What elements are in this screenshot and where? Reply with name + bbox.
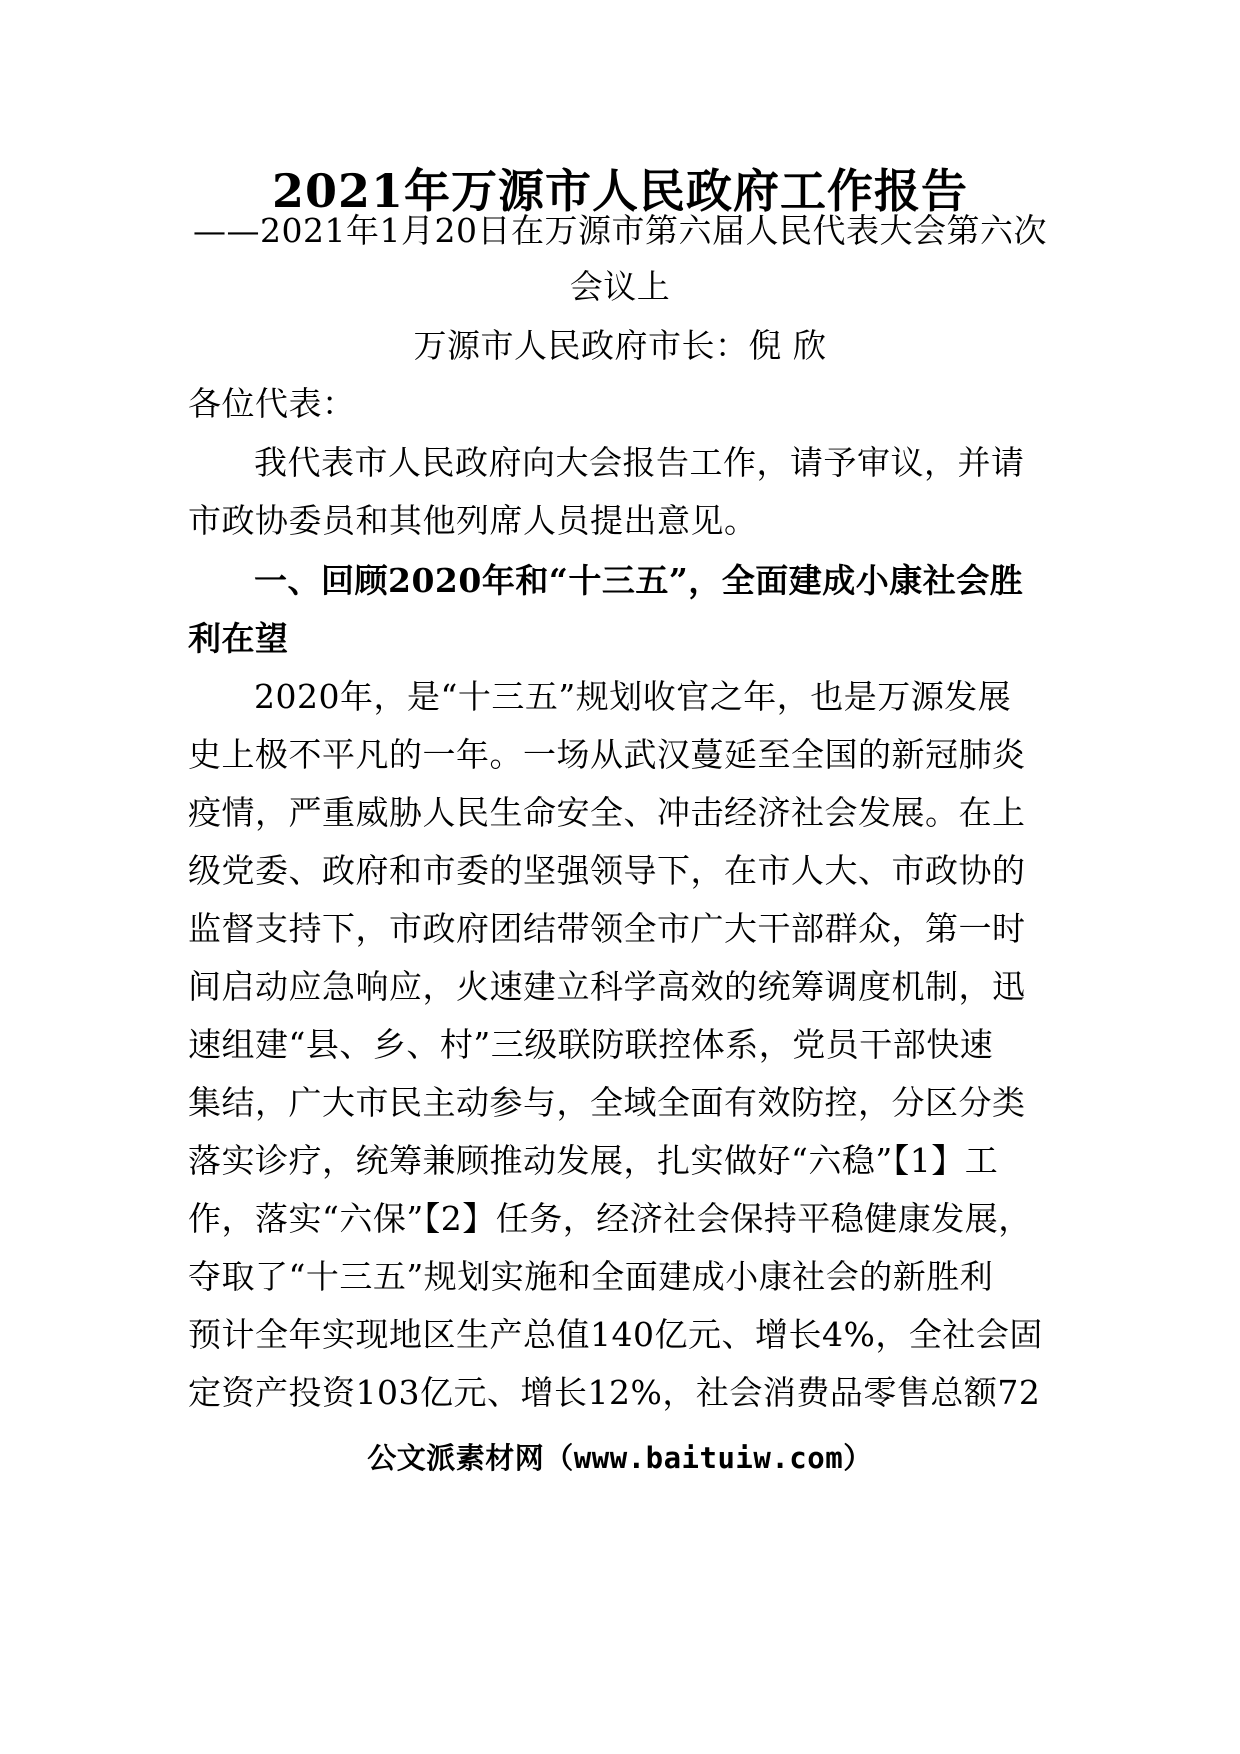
- document-subtitle-line-2: 会议上: [569, 267, 671, 306]
- intro-paragraph-line-2: 市政协委员和其他列席人员提出意见。: [188, 501, 758, 540]
- body-line-8: 集结，广大市民主动参与，全域全面有效防控，分区分类: [188, 1083, 1026, 1122]
- body-line-4: 级党委、政府和市委的坚强领导下，在市人大、市政协的: [188, 851, 1026, 890]
- section-heading-line-1: 一、回顾2020年和“十三五”，全面建成小康社会胜: [254, 561, 1024, 600]
- body-line-3: 疫情，严重威胁人民生命安全、冲击经济社会发展。在上: [188, 793, 1026, 832]
- salutation: 各位代表：: [188, 384, 356, 423]
- footer-source-note: 公文派素材网（www.baituiw.com）: [367, 1441, 873, 1475]
- body-line-9: 落实诊疗，统筹兼顾推动发展，扎实做好“六稳”【1】工: [188, 1141, 999, 1180]
- body-line-5: 监督支持下，市政府团结带领全市广大干部群众，第一时: [188, 909, 1026, 948]
- body-line-2: 史上极不平凡的一年。一场从武汉蔓延至全国的新冠肺炎: [188, 735, 1026, 774]
- body-line-1: 2020年，是“十三五”规划收官之年，也是万源发展: [254, 677, 1012, 716]
- body-line-12: 预计全年实现地区生产总值140亿元、增长4%，全社会固: [188, 1315, 1043, 1354]
- body-line-6: 间启动应急响应，火速建立科学高效的统筹调度机制，迅: [188, 967, 1026, 1006]
- body-line-10: 作，落实“六保”【2】任务，经济社会保持平稳健康发展，: [188, 1199, 1032, 1238]
- intro-paragraph-line-1: 我代表市人民政府向大会报告工作，请予审议，并请: [254, 443, 1025, 482]
- section-heading-line-2: 利在望: [188, 619, 289, 658]
- body-line-7: 速组建“县、乡、村”三级联防联控体系，党员干部快速: [188, 1025, 994, 1064]
- document-subtitle-line-1: ——2021年1月20日在万源市第六届人民代表大会第六次: [193, 211, 1047, 250]
- body-line-13: 定资产投资103亿元、增长12%，社会消费品零售总额72: [188, 1373, 1041, 1412]
- document-title: 2021年万源市人民政府工作报告: [271, 164, 969, 218]
- body-line-11: 夺取了“十三五”规划实施和全面建成小康社会的新胜利: [188, 1257, 994, 1296]
- document-author: 万源市人民政府市长：倪 欣: [413, 326, 827, 365]
